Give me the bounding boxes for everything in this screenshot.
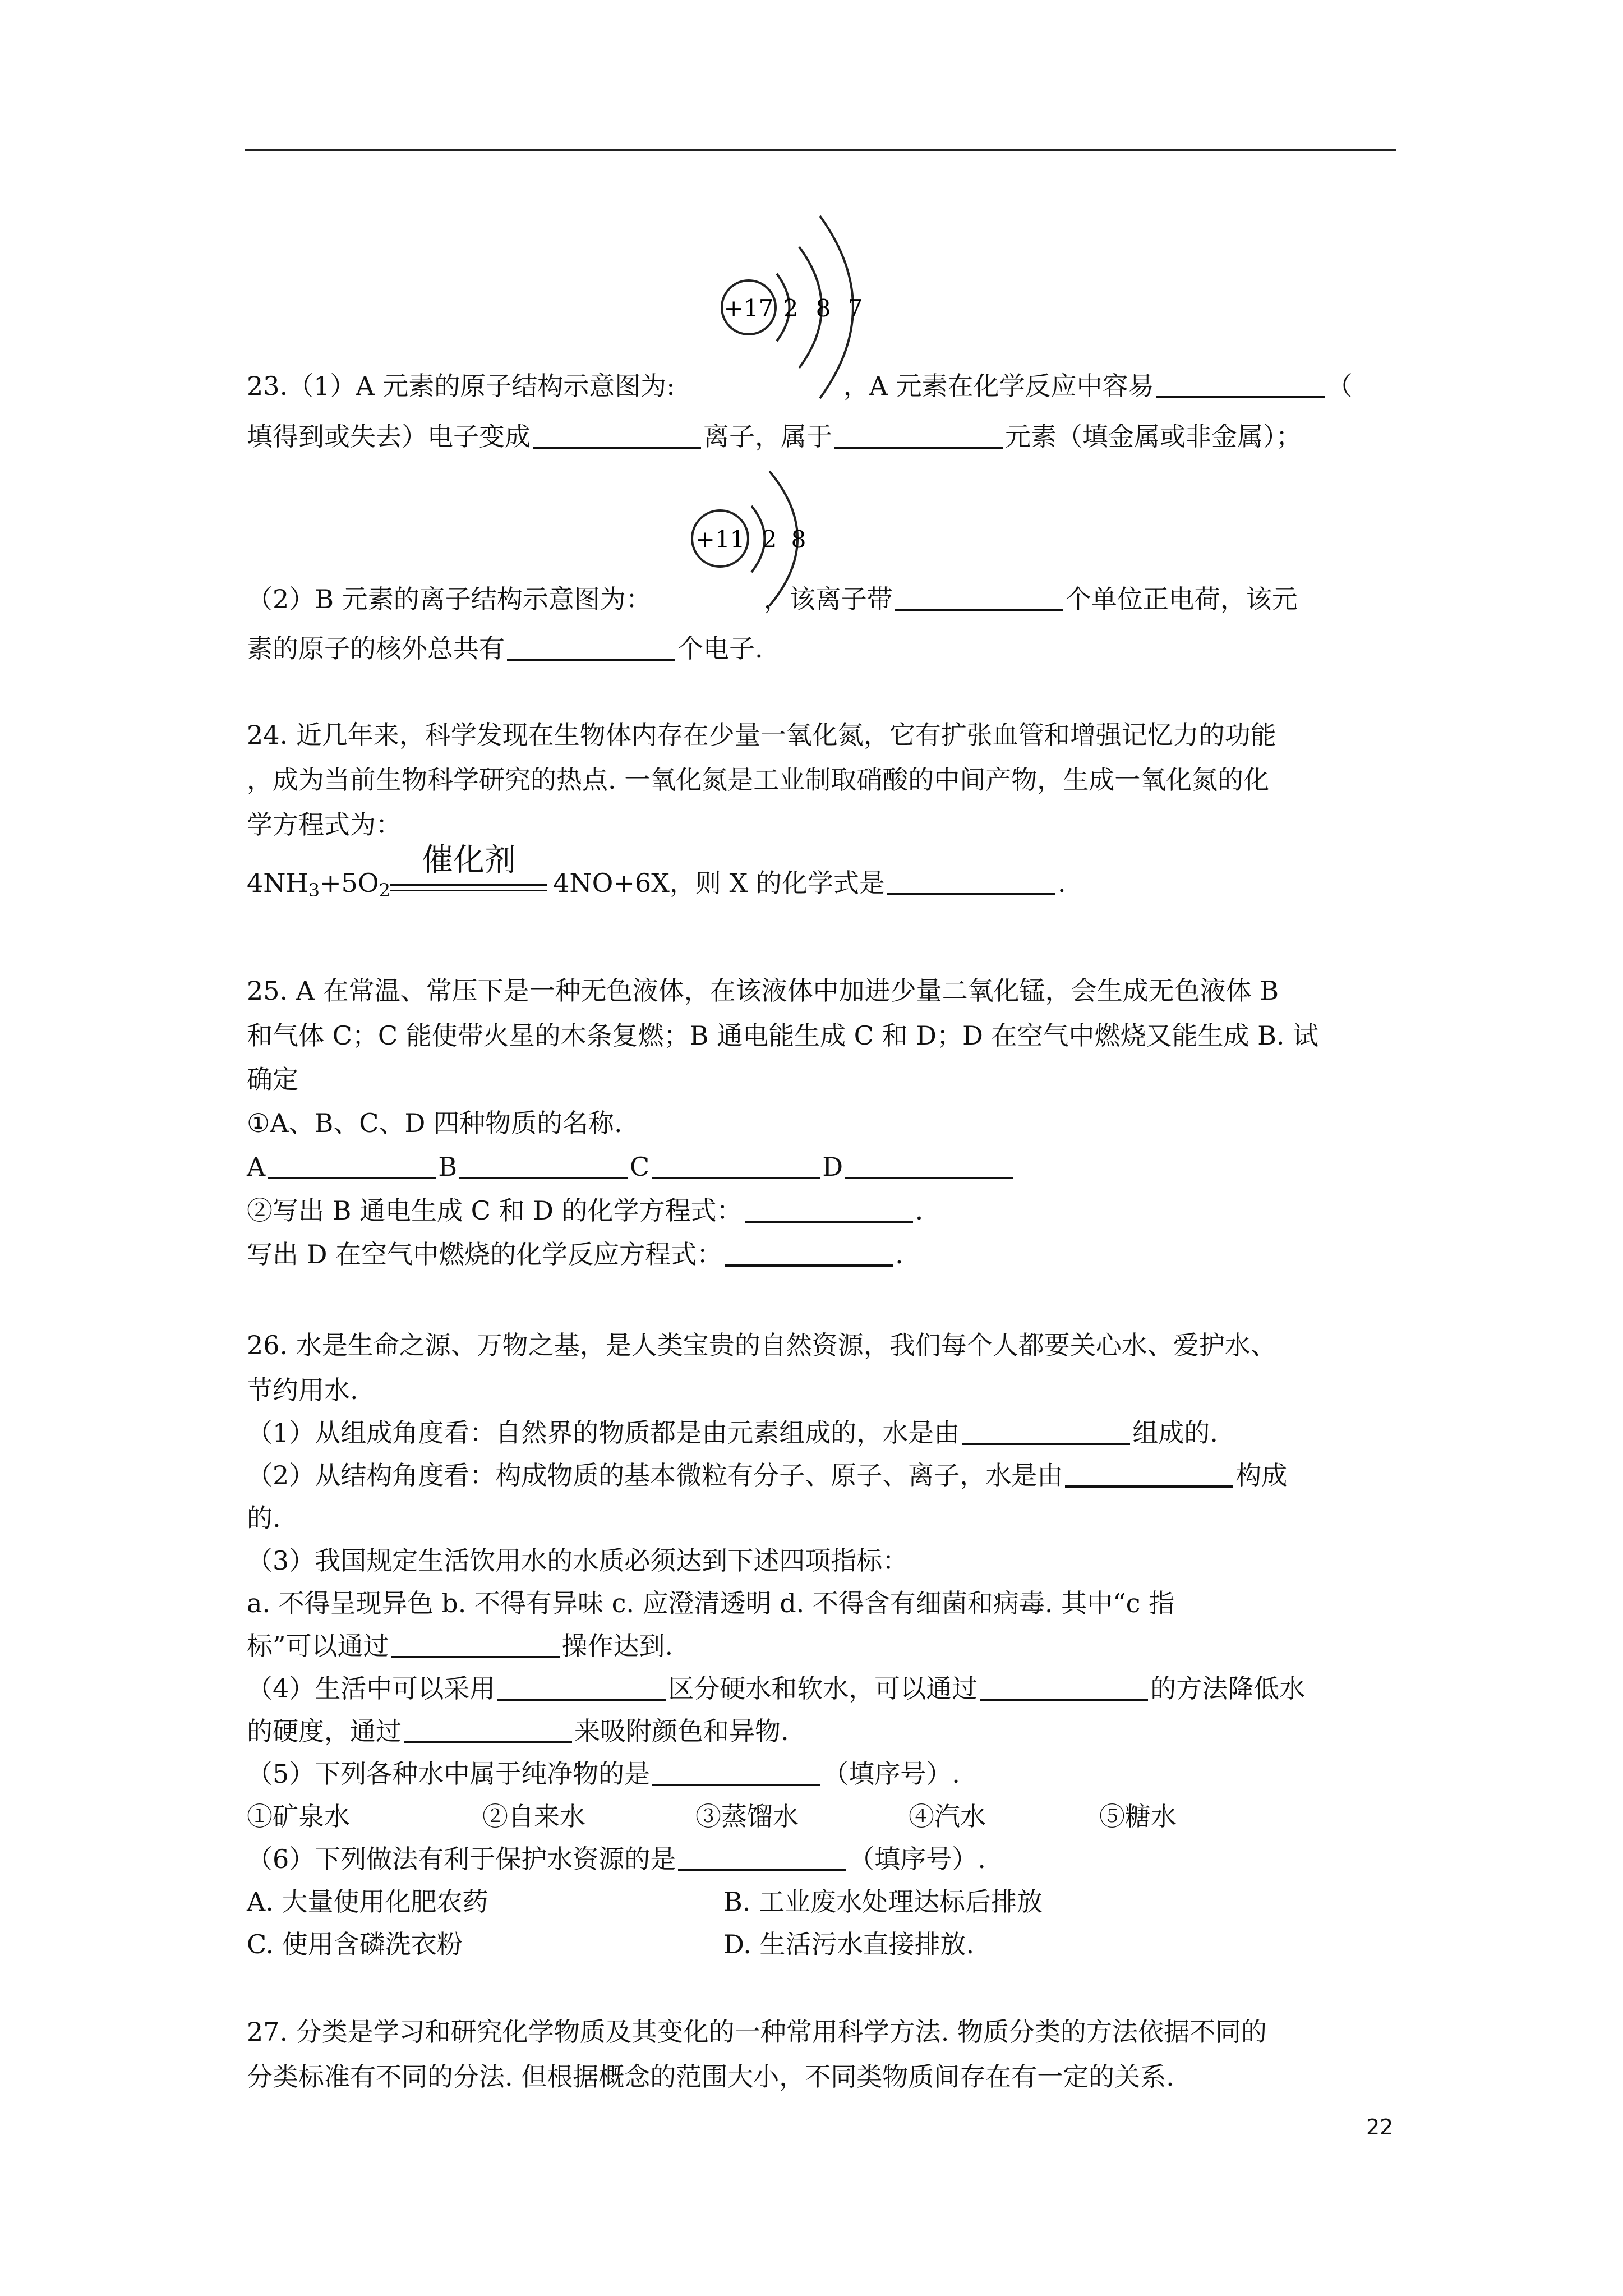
atom-a-shell-count-3: 7 [847,295,863,322]
water-option-2: ②自来水 [482,1801,585,1832]
q26-line-13: （6）下列做法有利于保护水资源的是 （填序号）. [247,1844,986,1874]
q25-line-6: ②写出 B 通电生成 C 和 D 的化学方程式： . [247,1195,924,1226]
water-option-3: ③蒸馏水 [695,1801,799,1832]
q25-line-1: 25. A 在常温、常压下是一种无色液体，在该液体中加进少量二氧化锰，会生成无色液体 B [247,976,1279,1006]
header-rule [245,149,1396,151]
q26-line-2: 节约用水. [247,1375,358,1405]
q24-line-1: 24. 近几年来，科学发现在生物体内存在少量一氧化氮，它有扩张血管和增强记忆力的功能 [247,720,1276,750]
q27-line-2: 分类标准有不同的分法. 但根据概念的范围大小，不同类物质间存在有一定的关系. [247,2062,1174,2092]
q26-blank-operation[interactable] [391,1630,560,1658]
q26-line-7: a. 不得呈现异色 b. 不得有异味 c. 应澄清透明 d. 不得含有细菌和病毒. 其中“c 指 [247,1588,1175,1618]
q25-line-2: 和气体 C；C 能使带火星的木条复燃；B 通电能生成 C 和 D；D 在空气中燃烧又能生成 B. 试 [247,1020,1319,1051]
q25-blank-b[interactable] [459,1151,628,1179]
q25-blank-c[interactable] [652,1151,820,1179]
atom-a-nucleus-charge: +17 [723,295,774,322]
q26-water-options [247,1795,1385,1838]
q26-option-b: B. 工业废水处理达标后排放 [723,1887,1043,1917]
q24-line-2: ，成为当前生物科学研究的热点. 一氧化氮是工业制取硝酸的中间产物，生成一氧化氮的化 [247,765,1270,795]
q24-line-3: 学方程式为： [247,809,402,840]
q25-line-3: 确定 [247,1064,298,1094]
q26-blank-pure-water[interactable] [652,1758,820,1786]
q26-line-5: 的. [247,1503,281,1533]
water-option-5: ⑤糖水 [1099,1801,1177,1832]
page-number: 22 [1366,2115,1394,2139]
q25-blank-equation-2[interactable] [725,1239,893,1267]
atom-b-nucleus-charge: +11 [695,526,745,553]
q26-blank-composition[interactable] [962,1417,1130,1445]
q26-blank-soften[interactable] [980,1673,1148,1701]
q26-blank-distinguish[interactable] [497,1673,666,1701]
q25-line-7: 写出 D 在空气中燃烧的化学反应方程式： . [247,1239,903,1269]
q26-line-10: 的硬度，通过 来吸附颜色和异物. [247,1716,789,1746]
q26-options-row-2 [247,1923,1385,1966]
q26-option-d: D. 生活污水直接排放. [723,1929,975,1959]
q23-blank-charge[interactable] [895,583,1063,611]
q26-line-6: （3）我国规定生活饮用水的水质必须达到下述四项指标： [247,1545,909,1576]
q26-line-11: （5）下列各种水中属于纯净物的是 （填序号）. [247,1759,960,1789]
q26-option-c: C. 使用含磷洗衣粉 [247,1929,463,1959]
q23-blank-gain-lose[interactable] [1156,370,1325,398]
atom-a-shell-count-1: 2 [783,295,799,322]
q26-blank-protect-water[interactable] [678,1843,846,1871]
q26-line-9: （4）生活中可以采用 区分硬水和软水，可以通过 的方法降低水 [247,1673,1306,1704]
q24-equation: $4NH_3+5O_2$ 催化剂 4NO+6X，则 X 的化学式是 . [247,862,1385,904]
atom-a-shell-count-2: 8 [815,295,831,322]
catalyst-label: 催化剂 [422,842,517,878]
q26-line-3: （1）从组成角度看：自然界的物质都是由元素组成的，水是由 组成的. [247,1418,1218,1448]
atom-b-shell-count-2: 8 [791,526,806,553]
q25-blank-equation-1[interactable] [745,1195,913,1223]
q25-names-row: A B C D [247,1145,1385,1188]
q25-line-4: ①A、B、C、D 四种物质的名称. [247,1108,623,1138]
q26-line-1: 26. 水是生命之源、万物之基，是人类宝贵的自然资源，我们每个人都要关心水、爱护水、 [247,1330,1276,1360]
catalyst-equals-sign [390,842,553,904]
q26-blank-adsorb[interactable] [404,1715,572,1743]
q23-line-4: 素的原子的核外总共有 个电子. [247,633,763,664]
q25-blank-a[interactable] [268,1151,436,1179]
q23-line-3: （2）B 元素的离子结构示意图为： ，该离子带 个单位正电荷，该元 [247,584,1298,614]
q26-option-a: A. 大量使用化肥农药 [247,1887,488,1917]
q23-line-2: 填得到或失去）电子变成 离子，属于 元素（填金属或非金属）； [247,421,1302,452]
q23-blank-electrons[interactable] [507,633,675,661]
q26-blank-structure[interactable] [1065,1460,1233,1488]
q23-blank-ion[interactable] [533,421,701,449]
water-option-4: ④汽水 [909,1801,986,1832]
q23-blank-element-type[interactable] [834,421,1003,449]
q26-line-4: （2）从结构角度看：构成物质的基本微粒有分子、原子、离子，水是由 构成 [247,1460,1288,1490]
q23-line-1: 23.（1）A 元素的原子结构示意图为: ，A 元素在化学反应中容易 （ [247,371,1353,401]
q24-blank-formula[interactable] [887,867,1055,895]
q27-line-1: 27. 分类是学习和研究化学物质及其变化的一种常用科学方法. 物质分类的方法依据不同的 [247,2017,1267,2047]
atom-b-shell-count-1: 2 [762,526,777,553]
q26-options-row-1 [247,1880,1385,1923]
q26-line-8: 标”可以通过 操作达到. [247,1631,674,1661]
q25-blank-d[interactable] [845,1151,1013,1179]
water-option-1: ①矿泉水 [247,1801,350,1832]
